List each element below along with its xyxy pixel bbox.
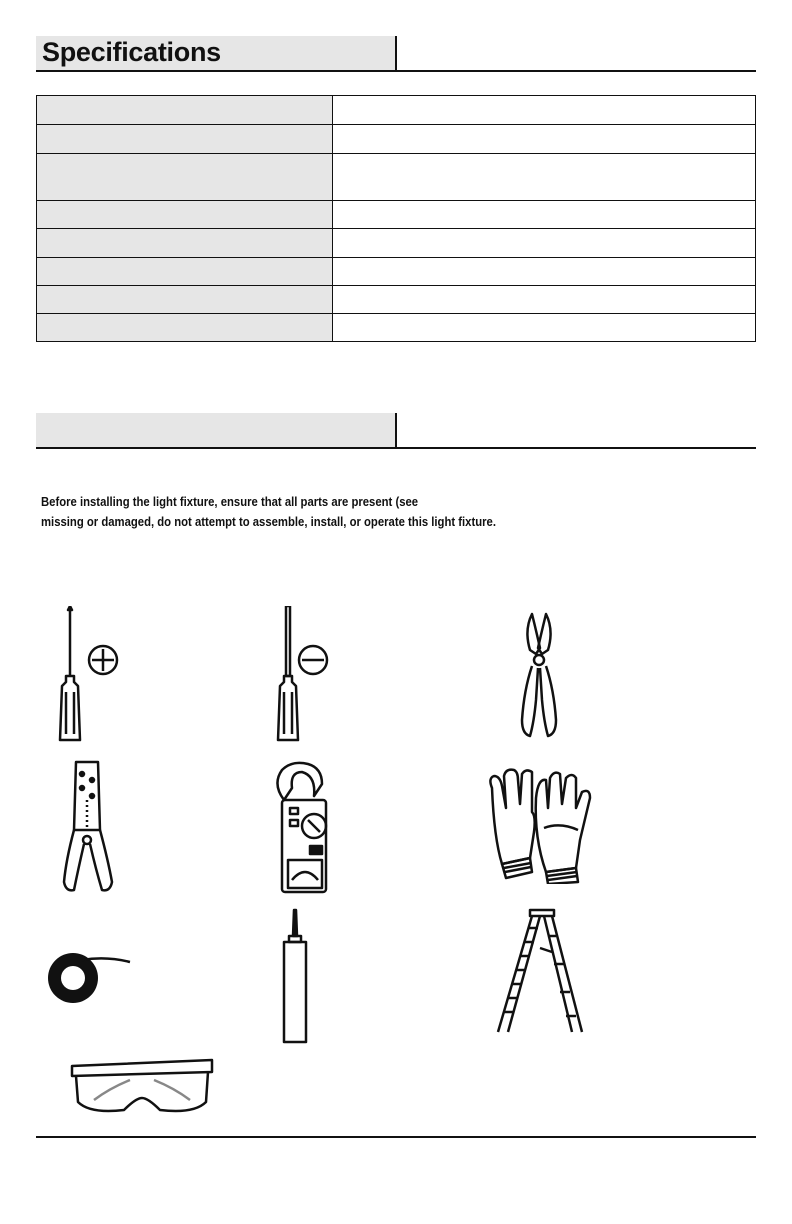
spec-label bbox=[37, 96, 333, 125]
specifications-title: Specifications bbox=[42, 37, 221, 67]
wire-stripper-icon bbox=[58, 760, 128, 894]
safety-glasses-icon bbox=[70, 1058, 214, 1116]
spec-label bbox=[37, 229, 333, 258]
specifications-title-box bbox=[36, 36, 397, 70]
spec-label bbox=[37, 314, 333, 342]
spec-label bbox=[37, 125, 333, 154]
spec-value bbox=[333, 314, 756, 342]
caulk-tube-icon bbox=[280, 908, 310, 1044]
spec-label bbox=[37, 201, 333, 229]
ladder-icon bbox=[494, 908, 588, 1038]
spec-value bbox=[333, 96, 756, 125]
pliers-icon bbox=[510, 610, 570, 742]
specifications-header bbox=[36, 36, 756, 72]
spec-value bbox=[333, 125, 756, 154]
header-rule bbox=[36, 70, 756, 72]
spec-row bbox=[37, 229, 756, 258]
spec-label bbox=[37, 154, 333, 201]
spec-value bbox=[333, 258, 756, 286]
gloves-icon bbox=[484, 768, 596, 884]
spec-row bbox=[37, 258, 756, 286]
electrical-tape-icon bbox=[46, 946, 132, 1006]
spec-row bbox=[37, 286, 756, 314]
spec-row bbox=[37, 125, 756, 154]
spec-value bbox=[333, 201, 756, 229]
phillips-screwdriver-icon bbox=[50, 606, 130, 744]
clamp-meter-icon bbox=[262, 760, 342, 894]
spec-label bbox=[37, 258, 333, 286]
specifications-table bbox=[36, 95, 756, 342]
intro-line-1: Before installing the light fixture, ensure that all parts are present (see bbox=[41, 494, 419, 509]
preinstallation-header bbox=[36, 413, 756, 449]
spec-label bbox=[37, 286, 333, 314]
spec-row bbox=[37, 154, 756, 201]
header-rule bbox=[36, 447, 756, 449]
spec-value bbox=[333, 154, 756, 201]
preinstallation-title-box bbox=[36, 413, 397, 447]
spec-value bbox=[333, 229, 756, 258]
flat-screwdriver-icon bbox=[268, 606, 348, 744]
footer-rule bbox=[36, 1136, 756, 1138]
spec-row bbox=[37, 96, 756, 125]
spec-row bbox=[37, 314, 756, 342]
preinstallation-intro bbox=[41, 492, 650, 532]
intro-line-2: missing or damaged, do not attempt to assemble, install, or operate this light fixture. bbox=[41, 514, 496, 529]
spec-row bbox=[37, 201, 756, 229]
spec-value bbox=[333, 286, 756, 314]
